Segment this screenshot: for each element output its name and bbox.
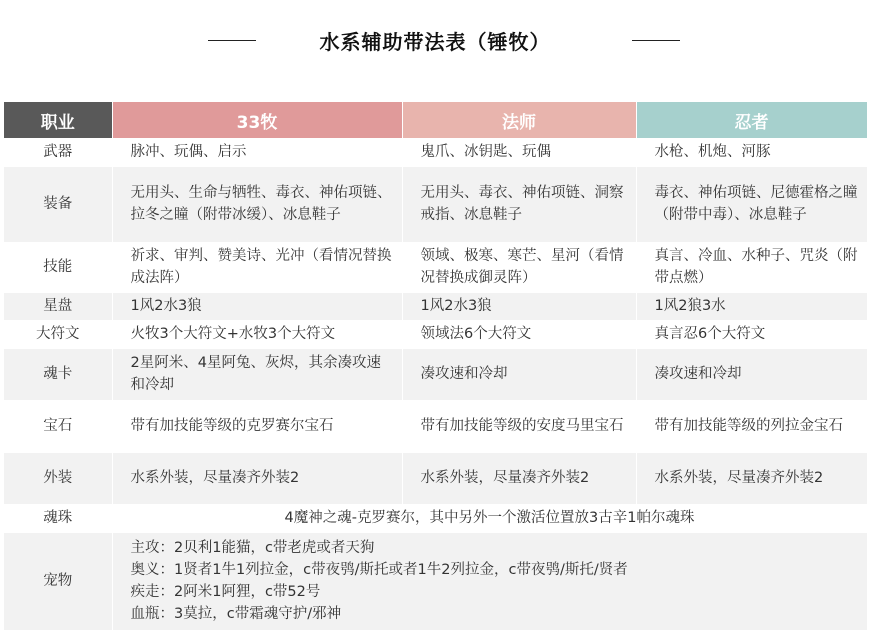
table-cell: 2星阿米、4星阿兔、灰烬，其余凑攻速和冷却	[112, 348, 402, 400]
table-row	[4, 166, 867, 242]
header-class: 职业	[4, 102, 112, 138]
row-key: 外装	[4, 452, 112, 504]
table-cell: 领域法6个大符文	[402, 320, 636, 348]
table-cell: 1风2水3狼	[402, 292, 636, 320]
table-cell: 1风2水3狼	[112, 292, 402, 320]
table-cell: 水枪、机炮、河豚	[636, 138, 867, 166]
table-row	[4, 452, 867, 504]
header-mage: 法师	[402, 102, 636, 138]
row-key: 宠物	[4, 532, 112, 630]
table-row	[4, 292, 867, 320]
table-cell: 带有加技能等级的安度马里宝石	[402, 400, 636, 452]
page-title: 水系辅助带法表（锤牧）	[319, 30, 551, 54]
row-key: 魂卡	[4, 348, 112, 400]
table-cell: 1风2狼3水	[636, 292, 867, 320]
table-row	[4, 532, 867, 630]
pet-cell	[112, 532, 867, 630]
soul-bead-value: 4魔神之魂-克罗赛尔，其中另外一个激活位置放3古辛1帕尔魂珠	[112, 504, 867, 532]
table-cell: 真言忍6个大符文	[636, 320, 867, 348]
row-key: 装备	[4, 166, 112, 242]
header-ninja: 忍者	[636, 102, 867, 138]
table-cell: 无用头、生命与牺牲、毒衣、神佑项链、拉冬之瞳（附带冰缓）、冰息鞋子	[112, 166, 402, 242]
pet-line: 血瓶：3莫拉，c带霜魂守护/邪神	[130, 606, 342, 622]
header-priest: 33牧	[112, 102, 402, 138]
table-cell: 脉冲、玩偶、启示	[112, 138, 402, 166]
row-key: 武器	[4, 138, 112, 166]
table-cell: 无用头、毒衣、神佑项链、洞察戒指、冰息鞋子	[402, 166, 636, 242]
table-cell: 毒衣、神佑项链、尼德霍格之瞳（附带中毒）、冰息鞋子	[636, 166, 867, 242]
pet-line: 主攻：2贝利1能猫，c带老虎或者天狗	[130, 540, 375, 556]
table-cell: 凑攻速和冷却	[636, 348, 867, 400]
table-row	[4, 348, 867, 400]
row-key: 魂珠	[4, 504, 112, 532]
table-row	[4, 400, 867, 452]
table-cell: 水系外装，尽量凑齐外装2	[636, 452, 867, 504]
table-cell: 鬼爪、冰钥匙、玩偶	[402, 138, 636, 166]
title-rule-right	[632, 40, 680, 41]
row-key: 大符文	[4, 320, 112, 348]
table-cell: 领域、极寒、寒芒、星河（看情况替换成御灵阵）	[402, 242, 636, 292]
pet-line: 奥义：1贤者1牛1列拉金，c带夜鸮/斯托或者1牛2列拉金，c带夜鸮/斯托/贤者	[130, 562, 628, 578]
table-row	[4, 242, 867, 292]
table-cell: 水系外装，尽量凑齐外装2	[112, 452, 402, 504]
table-cell: 带有加技能等级的列拉金宝石	[636, 400, 867, 452]
table-row	[4, 320, 867, 348]
build-table	[4, 102, 868, 631]
row-key: 星盘	[4, 292, 112, 320]
table-cell: 火牧3个大符文+水牧3个大符文	[112, 320, 402, 348]
table-row	[4, 504, 867, 532]
table-cell: 真言、冷血、水种子、咒炎（附带点燃）	[636, 242, 867, 292]
pet-line: 疾走：2阿米1阿狸，c带52号	[130, 584, 321, 600]
row-key: 技能	[4, 242, 112, 292]
row-key: 宝石	[4, 400, 112, 452]
table-cell: 带有加技能等级的克罗赛尔宝石	[112, 400, 402, 452]
header	[0, 0, 870, 102]
table-cell: 祈求、审判、赞美诗、光冲（看情况替换成法阵）	[112, 242, 402, 292]
table-cell: 凑攻速和冷却	[402, 348, 636, 400]
table-row	[4, 138, 867, 166]
table-cell: 水系外装，尽量凑齐外装2	[402, 452, 636, 504]
header-row	[4, 102, 867, 138]
